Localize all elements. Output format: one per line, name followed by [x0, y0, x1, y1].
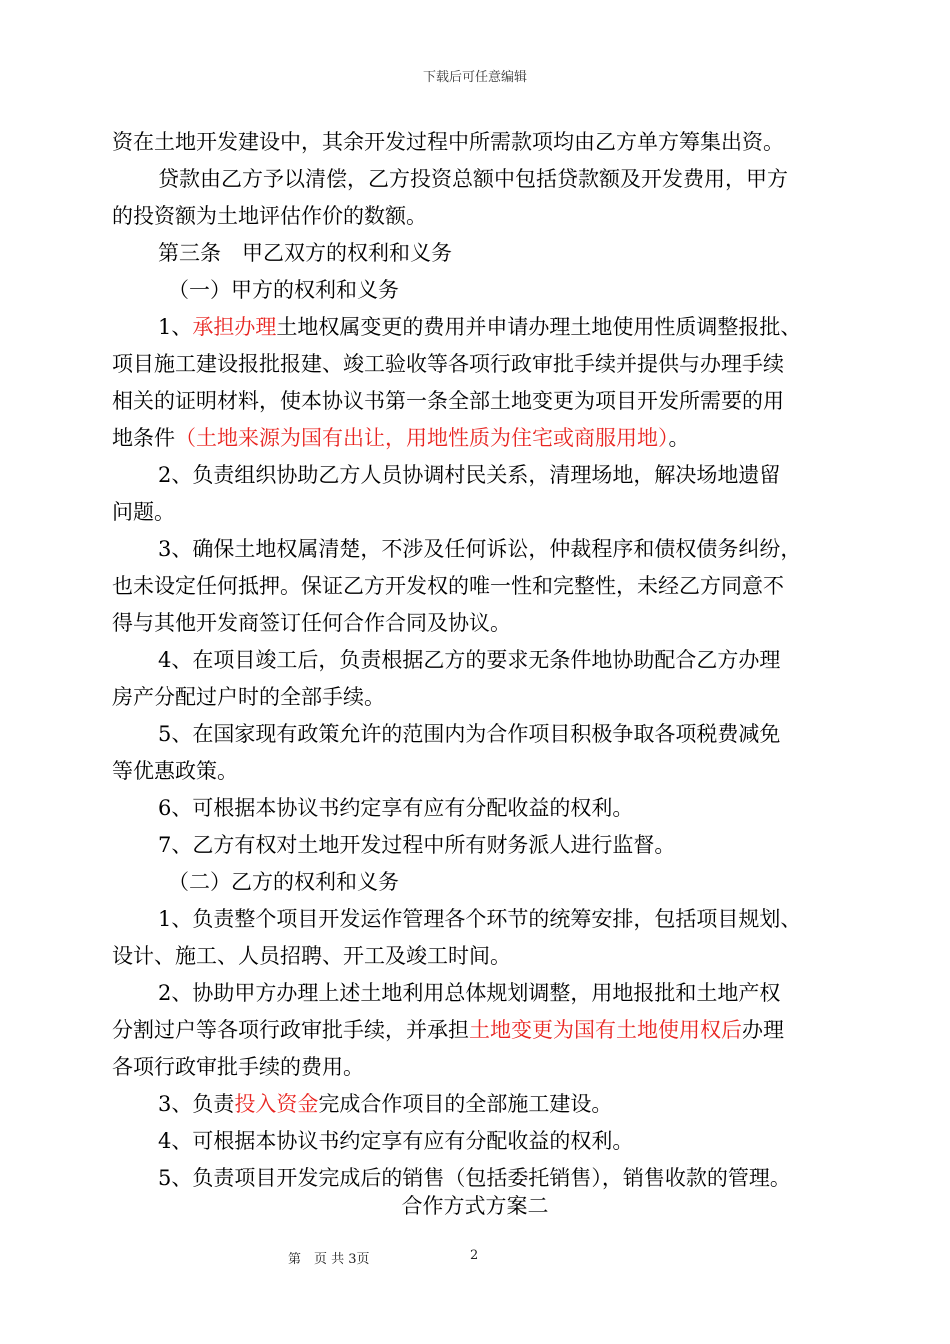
- highlighted-text: （土地来源为国有出让，用地性质为住宅或商服用地）: [175, 426, 669, 450]
- text-segment: 土地权属变更的费用并申请办理土地使用性质调整报批、: [276, 315, 802, 339]
- text-line: [112, 346, 842, 383]
- text-segment: 分割过户等各项行政审批手续，并承担: [112, 1018, 469, 1042]
- text-line: [112, 864, 842, 901]
- text-segment: 2、协助甲方办理上述土地利用总体规划调整，用地报批和土地产权: [158, 981, 781, 1005]
- text-line: [112, 494, 842, 531]
- text-segment: 。: [668, 426, 690, 450]
- text-segment: 得与其他开发商签订任何合作合同及协议。: [112, 611, 511, 635]
- text-segment: （一）甲方的权利和义务: [168, 278, 399, 302]
- highlighted-text: 承担办理: [192, 315, 277, 339]
- highlighted-text: 投入资金: [234, 1092, 319, 1116]
- text-line: [112, 1049, 842, 1086]
- text-segment: 等优惠政策。: [112, 759, 238, 783]
- text-segment: 设计、施工、人员招聘、开工及竣工时间。: [112, 944, 511, 968]
- text-segment: 也未设定任何抵押。保证乙方开发权的唯一性和完整性，未经乙方同意不: [112, 574, 784, 598]
- text-line: [112, 827, 842, 864]
- text-line: [112, 531, 842, 568]
- text-segment: 房产分配过户时的全部手续。: [112, 685, 385, 709]
- page-number: 2: [470, 1248, 479, 1263]
- text-line: [112, 420, 842, 457]
- text-line: [112, 975, 842, 1012]
- text-segment: 4、在项目竣工后，负责根据乙方的要求无条件地协助配合乙方办理: [158, 648, 781, 672]
- text-line: [112, 605, 842, 642]
- page-count-label: 第 页 共 3页: [288, 1252, 370, 1267]
- page-header: 下载后可任意编辑: [422, 70, 527, 85]
- text-line: [112, 309, 842, 346]
- text-segment: 完成合作项目的全部施工建设。: [318, 1092, 613, 1116]
- text-line: [112, 753, 842, 790]
- text-segment: 3、负责: [158, 1092, 235, 1116]
- text-line: [112, 1123, 842, 1160]
- text-segment: 项目施工建设报批报建、竣工验收等各项行政审批手续并提供与办理手续: [112, 352, 784, 376]
- text-line: [112, 790, 842, 827]
- text-segment: 地条件: [112, 426, 175, 450]
- text-segment: 5、负责项目开发完成后的销售（包括委托销售），销售收款的管理。: [158, 1166, 791, 1190]
- text-segment: 办理: [742, 1018, 784, 1042]
- text-segment: 资在土地开发建设中，其余开发过程中所需款项均由乙方单方筹集出资。: [112, 130, 784, 154]
- text-segment: 第三条 甲乙双方的权利和义务: [158, 241, 452, 265]
- text-segment: 贷款由乙方予以清偿，乙方投资总额中包括贷款额及开发费用，甲方: [158, 167, 788, 191]
- text-segment: 相关的证明材料，使本协议书第一条全部土地变更为项目开发所需要的用: [112, 389, 784, 413]
- text-segment: 4、可根据本协议书约定享有应有分配收益的权利。: [158, 1129, 634, 1153]
- text-segment: 5、在国家现有政策允许的范围内为合作项目积极争取各项税费减免: [158, 722, 781, 746]
- section-title: 合作方式方案二: [401, 1194, 549, 1218]
- text-segment: 2、负责组织协助乙方人员协调村民关系，清理场地，解决场地遗留: [158, 463, 781, 487]
- highlighted-text: 土地变更为国有土地使用权后: [469, 1018, 742, 1042]
- text-segment: 问题。: [112, 500, 175, 524]
- text-line: [112, 1086, 842, 1123]
- text-line: [112, 124, 842, 161]
- text-line: [112, 716, 842, 753]
- text-line: [112, 901, 842, 938]
- text-segment: 6、可根据本协议书约定享有应有分配收益的权利。: [158, 796, 634, 820]
- text-line: [112, 272, 842, 309]
- text-line: [112, 679, 842, 716]
- document-body: [112, 124, 842, 1197]
- text-line: [112, 642, 842, 679]
- text-segment: 7、乙方有权对土地开发过程中所有财务派人进行监督。: [158, 833, 676, 857]
- text-line: [112, 235, 842, 272]
- text-line: [112, 568, 842, 605]
- text-segment: 1、: [158, 315, 193, 339]
- text-segment: （二）乙方的权利和义务: [168, 870, 399, 894]
- text-line: [112, 457, 842, 494]
- text-line: [112, 161, 842, 198]
- text-segment: 各项行政审批手续的费用。: [112, 1055, 364, 1079]
- text-line: [112, 938, 842, 975]
- text-segment: 的投资额为土地评估作价的数额。: [112, 204, 427, 228]
- text-segment: 3、确保土地权属清楚，不涉及任何诉讼，仲裁程序和债权债务纠纷，: [158, 537, 802, 561]
- text-line: [112, 383, 842, 420]
- text-line: [112, 1012, 842, 1049]
- text-segment: 1、负责整个项目开发运作管理各个环节的统筹安排，包括项目规划、: [158, 907, 802, 931]
- text-line: [112, 198, 842, 235]
